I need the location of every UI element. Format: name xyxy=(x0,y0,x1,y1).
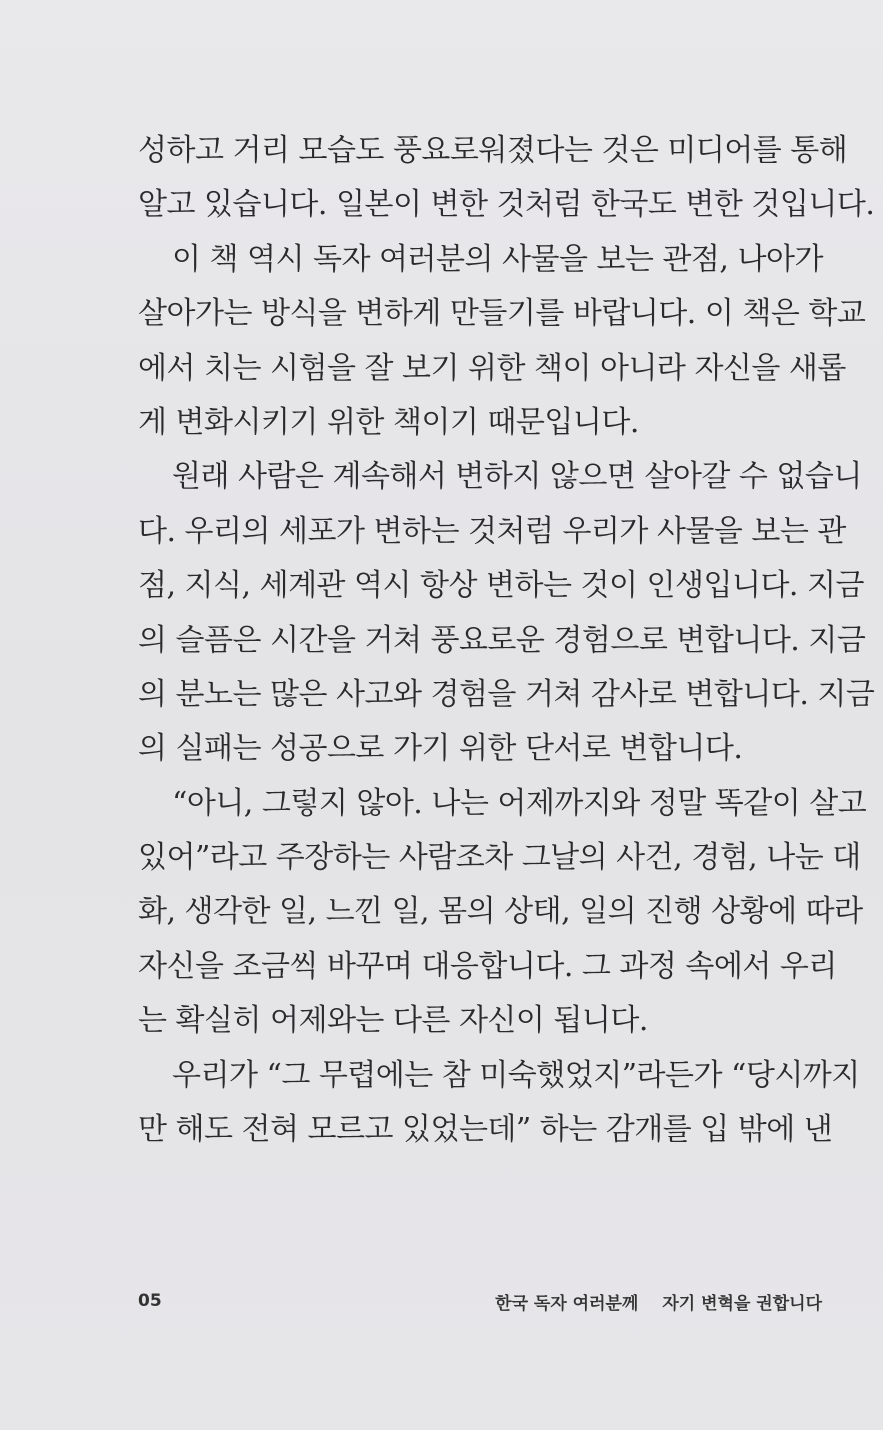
page-footer xyxy=(138,1286,822,1316)
body-text xyxy=(138,124,875,1157)
text-line: 화, 생각한 일, 느낀 일, 몸의 상태, 일의 진행 상황에 따라 xyxy=(138,894,863,930)
text-line: 게 변화시키기 위한 책이기 때문입니다. xyxy=(138,404,639,440)
text-line: 자신을 조금씩 바꾸며 대응합니다. 그 과정 속에서 우리 xyxy=(138,948,837,984)
text-line: 에서 치는 시험을 잘 보기 위한 책이 아니라 자신을 새롭 xyxy=(138,350,846,386)
text-line: 의 슬픔은 시간을 거쳐 풍요로운 경험으로 변합니다. 지금 xyxy=(138,622,866,658)
text-line: 다. 우리의 세포가 변하는 것처럼 우리가 사물을 보는 관 xyxy=(138,513,846,549)
text-line: 원래 사람은 계속해서 변하지 않으면 살아갈 수 없습니 xyxy=(172,459,862,495)
text-line: 우리가 “그 무렵에는 참 미숙했었지”라든가 “당시까지 xyxy=(172,1057,860,1093)
text-line: “아니, 그렇지 않아. 나는 어제까지와 정말 똑같이 살고 xyxy=(172,785,867,821)
text-line: 알고 있습니다. 일본이 변한 것처럼 한국도 변한 것입니다. xyxy=(138,187,875,223)
section-title: 한국 독자 여러분께 xyxy=(495,1293,639,1314)
text-line: 의 분노는 많은 사고와 경험을 거쳐 감사로 변합니다. 지금 xyxy=(138,676,875,712)
text-line: 의 실패는 성공으로 가기 위한 단서로 변합니다. xyxy=(138,731,743,767)
text-line: 점, 지식, 세계관 역시 항상 변하는 것이 인생입니다. 지금 xyxy=(138,568,864,604)
text-line: 성하고 거리 모습도 풍요로워졌다는 것은 미디어를 통해 xyxy=(138,133,848,168)
chapter-title: 자기 변혁을 권합니다 xyxy=(662,1293,822,1314)
text-line: 살아가는 방식을 변하게 만들기를 바랍니다. 이 책은 학교 xyxy=(138,296,866,332)
running-header xyxy=(495,1289,822,1314)
page-number: 05 xyxy=(138,1291,162,1311)
text-line: 이 책 역시 독자 여러분의 사물을 보는 관점, 나아가 xyxy=(172,241,823,277)
text-line: 만 해도 전혀 모르고 있었는데” 하는 감개를 입 밖에 낸 xyxy=(138,1112,833,1148)
text-line: 있어”라고 주장하는 사람조차 그날의 사건, 경험, 나눈 대 xyxy=(138,840,861,876)
text-line: 는 확실히 어제와는 다른 자신이 됩니다. xyxy=(138,1003,648,1039)
